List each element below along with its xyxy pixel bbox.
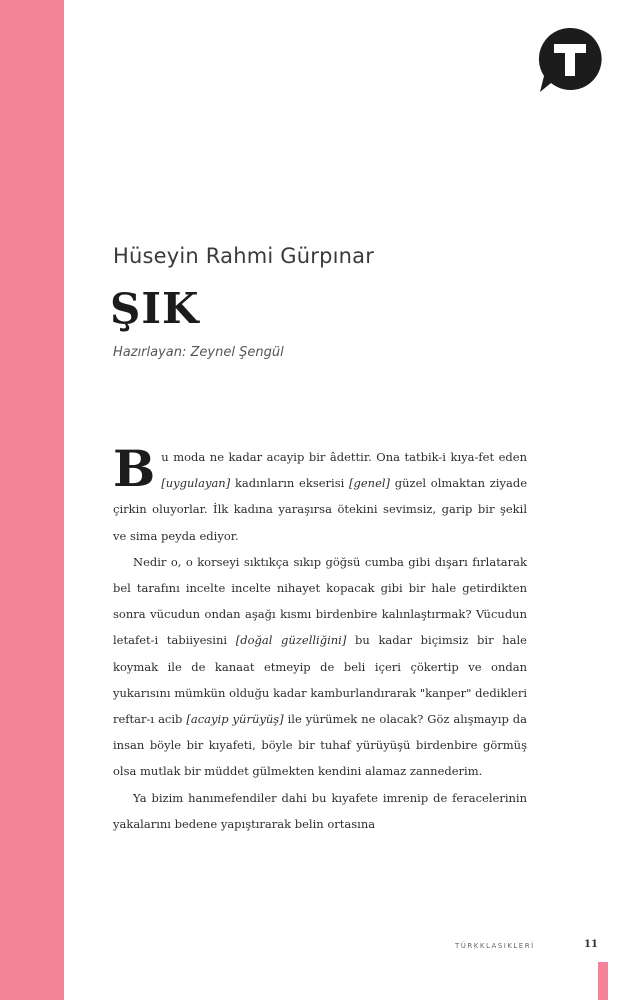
text-run: ile yürümek ne olacak? Göz alışmayıp da insan böyle bir kıyafeti, böyle bir tuhaf yürüyüşü birdenbire görmüş olsa mutlak bir müddet gülmekten kendini alamaz zannederim.	[113, 712, 527, 779]
paragraph-2	[113, 549, 527, 785]
editor-credit: Hazırlayan: Zeynel Şengül	[113, 345, 284, 360]
gloss: [doğal güzelliğini]	[235, 633, 347, 648]
text-run: Ya bizim hanımefendiler dahi bu kıyafete imrenip de feracelerinin yakalarını bedene yapıştırarak belin ortasına	[113, 790, 527, 831]
page-tab-marker	[598, 962, 608, 1000]
page-number: 11	[584, 939, 598, 950]
text-run: Nedir o, o korseyi sıktıkça sıkıp göğsü cumba gibi dışarı fırlatarak bel tarafını incelte incelte nihayet kopacak gibi bir hale getirdikten sonra vücudun ondan aşağı kısmı birdenbire kalınlaştırmak? Vücudun letafet-i tabiiyesini	[113, 554, 527, 648]
text-run: bu kadar biçimsiz bir hale koymak ile de kanaat etmeyip de beli içeri çökertip ve ondan yukarısını mümkün olduğu kadar kamburlandırarak "kanper" dedikleri reftar-ı acib	[113, 633, 527, 727]
text-run: güzel olmaktan ziyade çirkin oluyorlar. İlk kadına yaraşırsa ötekini sevimsiz, garip bir şekil ve sima peyda ediyor.	[113, 476, 527, 543]
gloss: [genel]	[349, 476, 391, 491]
publisher-logo-icon	[537, 26, 603, 94]
author-name: Hüseyin Rahmi Gürpınar	[113, 244, 375, 268]
running-footer: TÜRKKLASIKLERİ	[455, 942, 535, 950]
book-title: ŞIK	[110, 284, 200, 333]
gloss: [uygulayan]	[161, 476, 231, 491]
text-run: u moda ne kadar acayip bir âdettir. Ona tatbik-i kıya-fet eden	[161, 450, 527, 464]
paragraph-1	[113, 439, 527, 549]
paragraph-3	[113, 785, 527, 837]
pink-margin-band	[0, 0, 64, 1000]
text-run: kadınların ekserisi	[230, 476, 350, 491]
gloss: [acayip yürüyüş]	[186, 712, 284, 727]
drop-cap: B	[113, 439, 156, 498]
body-text	[113, 439, 527, 837]
